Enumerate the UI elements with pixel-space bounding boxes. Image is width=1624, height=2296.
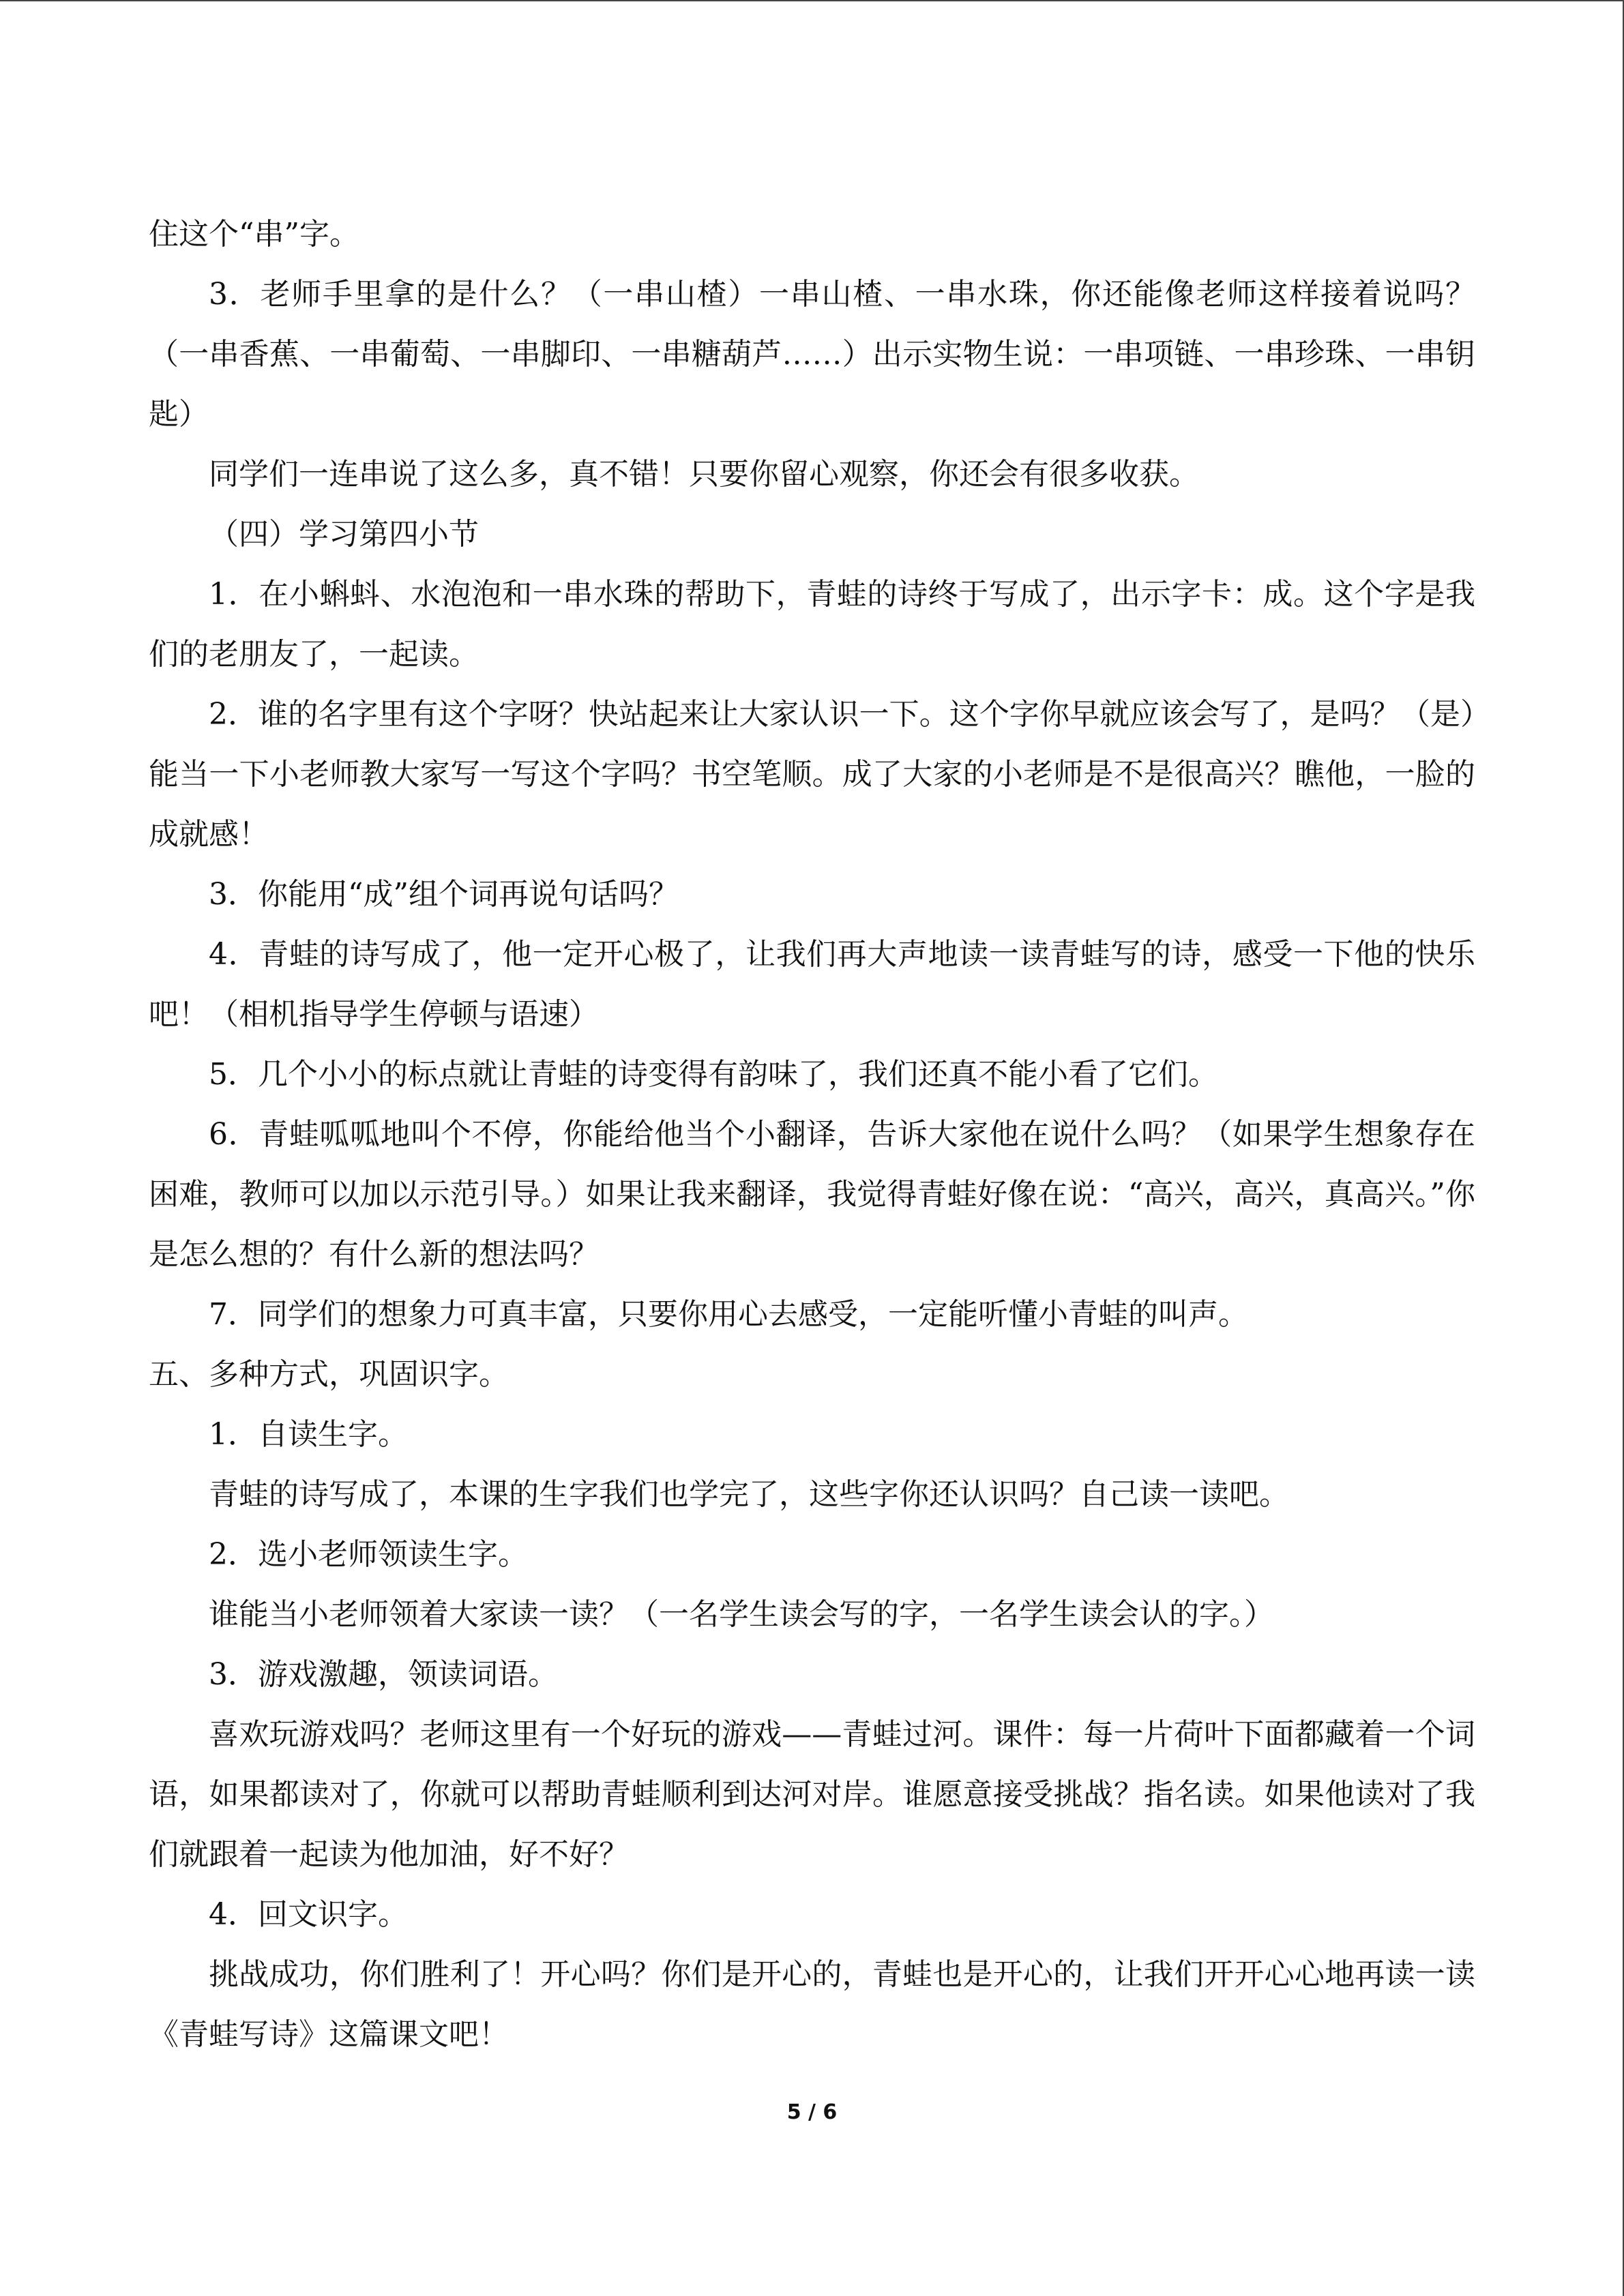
paragraph: 1．在小蝌蚪、水泡泡和一串水珠的帮助下，青蛙的诗终于写成了，出示字卡：成。这个字是我们的老朋友了，一起读。 (149, 577, 1475, 672)
paragraph: 同学们一连串说了这么多，真不错！只要你留心观察，你还会有很多收获。 (209, 457, 1199, 492)
paragraph: 3．老师手里拿的是什么？（一串山楂）一串山楂、一串水珠，你还能像老师这样接着说吗？（一串香蕉、一串葡萄、一串脚印、一串糖葫芦……）出示实物生说：一串项链、一串珍珠、一串钥匙） (149, 277, 1475, 432)
page-number: 5 / 6 (786, 2100, 838, 2124)
paragraph: 4．青蛙的诗写成了，他一定开心极了，让我们再大声地读一读青蛙写的诗，感受一下他的快乐吧！（相机指导学生停顿与语速） (149, 937, 1475, 1032)
paragraph: 2．谁的名字里有这个字呀？快站起来让大家认识一下。这个字你早就应该会写了，是吗？（是）能当一下小老师教大家写一写这个字吗？书空笔顺。成了大家的小老师是不是很高兴？瞧他，一脸的成就感！ (149, 697, 1475, 852)
paragraph: 4．回文识字。 (209, 1897, 408, 1932)
paragraph: 3．游戏激趣，领读词语。 (209, 1657, 558, 1692)
section-heading: （四）学习第四小节 (209, 517, 479, 552)
page-top-border (0, 0, 1623, 3)
document-body (149, 205, 1475, 2065)
paragraph: 3．你能用“成”组个词再说句话吗？ (209, 877, 679, 912)
paragraph: 2．选小老师领读生字。 (209, 1537, 528, 1572)
paragraph: 喜欢玩游戏吗？老师这里有一个好玩的游戏——青蛙过河。课件：每一片荷叶下面都藏着一个词语，如果都读对了，你就可以帮助青蛙顺利到达河对岸。谁愿意接受挑战？指名读。如果他读对了我们就跟着一起读为他加油，好不好？ (149, 1717, 1475, 1872)
paragraph: 6．青蛙呱呱地叫个不停，你能给他当个小翻译，告诉大家他在说什么吗？（如果学生想象存在困难，教师可以加以示范引导。）如果让我来翻译，我觉得青蛙好像在说：“高兴，高兴，真高兴。”你是怎么想的？有什么新的想法吗？ (149, 1117, 1475, 1272)
paragraph: 挑战成功，你们胜利了！开心吗？你们是开心的，青蛙也是开心的，让我们开开心心地再读一读《青蛙写诗》这篇课文吧！ (149, 1957, 1475, 2052)
section-heading: 五、多种方式，巩固识字。 (149, 1357, 509, 1392)
paragraph: 青蛙的诗写成了，本课的生字我们也学完了，这些字你还认识吗？自己读一读吧。 (209, 1477, 1289, 1512)
paragraph: 住这个“串”字。 (149, 217, 359, 252)
paragraph: 7．同学们的想象力可真丰富，只要你用心去感受，一定能听懂小青蛙的叫声。 (209, 1297, 1248, 1332)
paragraph: 5．几个小小的标点就让青蛙的诗变得有韵味了，我们还真不能小看了它们。 (209, 1057, 1218, 1092)
paragraph: 谁能当小老师领着大家读一读？（一名学生读会写的字，一名学生读会认的字。） (209, 1597, 1274, 1632)
paragraph: 1．自读生字。 (209, 1417, 408, 1452)
